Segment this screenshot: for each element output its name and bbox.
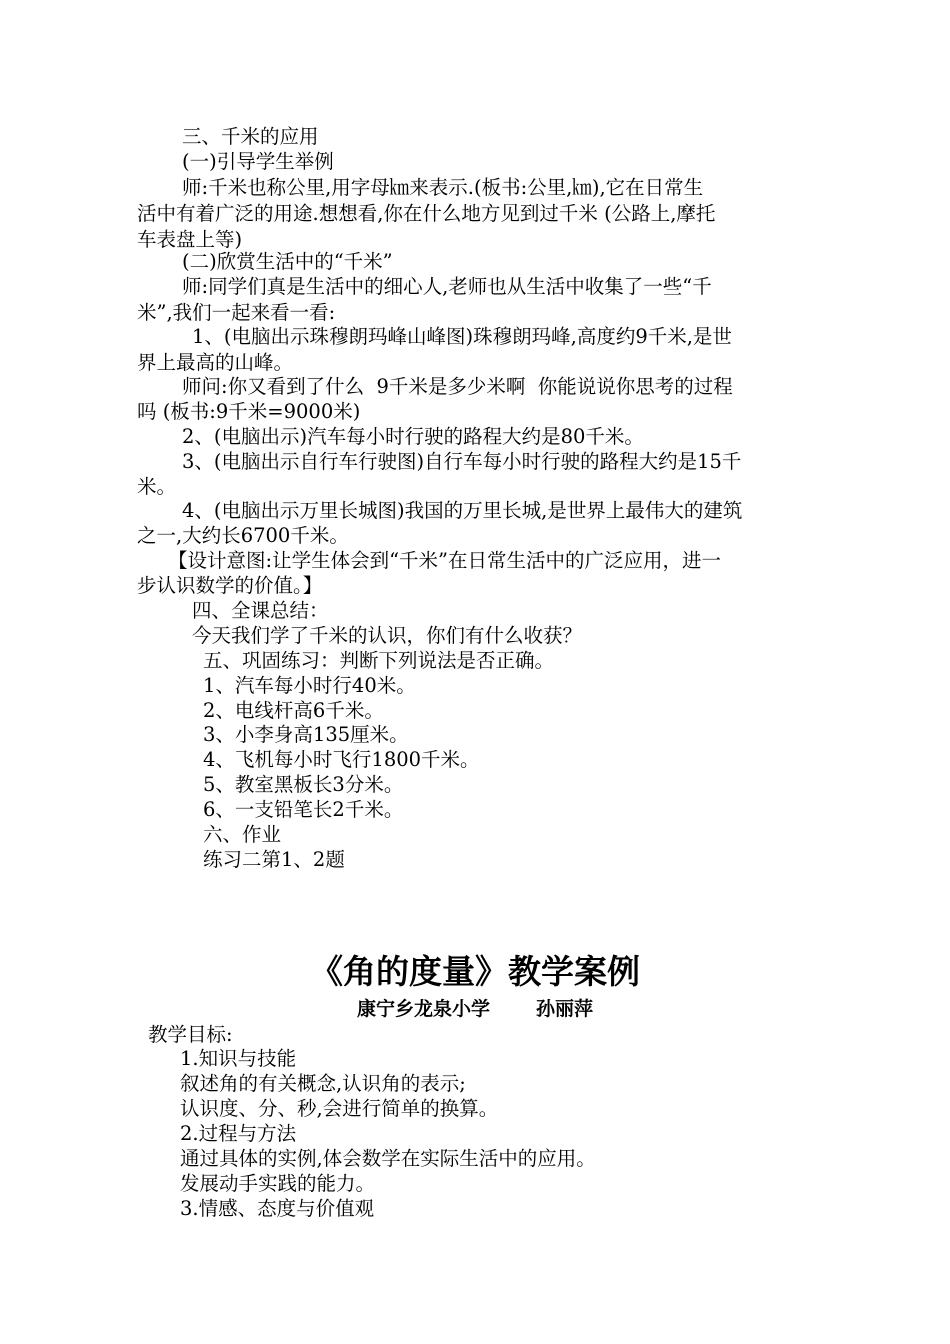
- design-intent-line: 【设计意图:让学生体会到“千米”在日常生活中的广泛应用，进一: [168, 549, 722, 572]
- section-heading: 四、全课总结：: [192, 599, 329, 622]
- goal-heading: 3.情感、态度与价值观: [180, 1197, 375, 1220]
- paragraph-line: 认识度、分、秒,会进行简单的换算。: [180, 1097, 499, 1120]
- section-heading: 三、千米的应用: [182, 125, 319, 148]
- goal-heading: 2.过程与方法: [180, 1122, 297, 1145]
- paragraph-line: 练习二第1、2题: [203, 848, 345, 871]
- paragraph-line: 车表盘上等): [137, 228, 243, 251]
- paragraph-line: 叙述角的有关概念,认识角的表示;: [180, 1072, 466, 1095]
- list-item: 5、教室黑板长3分米。: [203, 773, 404, 796]
- paragraph-line: 米”,我们一起来看一看:: [137, 301, 336, 324]
- paragraph-line: 活中有着广泛的用途.想想看,你在什么地方见到过千米 (公路上,摩托: [137, 202, 716, 225]
- subsection-heading: (一)引导学生举例: [182, 150, 334, 173]
- list-item: 3、小李身高135厘米。: [203, 723, 409, 746]
- section-heading: 五、巩固练习：判断下列说法是否正确。: [203, 649, 555, 672]
- list-item: 1、汽车每小时行40米。: [203, 674, 416, 697]
- goal-heading: 1.知识与技能: [180, 1047, 297, 1070]
- author-name: 孙丽萍: [536, 998, 594, 1020]
- paragraph-line: 吗 (板书:9千米=9000米): [137, 400, 361, 423]
- paragraph-line: 发展动手实践的能力。: [180, 1172, 376, 1195]
- paragraph-line: 1、(电脑出示珠穆朗玛峰山峰图)珠穆朗玛峰,高度约9千米,是世: [192, 325, 732, 348]
- list-item: 2、电线杆高6千米。: [203, 699, 384, 722]
- section-heading: 六、作业: [203, 823, 282, 846]
- subsection-heading: (二)欣赏生活中的“千米”: [182, 250, 393, 273]
- paragraph-line: 之一,大约长6700千米。: [137, 524, 349, 547]
- school-name: 康宁乡龙泉小学: [356, 998, 490, 1020]
- byline: [0, 996, 950, 1022]
- list-item: 4、飞机每小时飞行1800千米。: [203, 748, 480, 771]
- paragraph-line: 师问:你又看到了什么 9千米是多少米啊 你能说说你思考的过程: [182, 375, 733, 398]
- section-heading: 教学目标:: [148, 1023, 233, 1046]
- paragraph-line: 师:同学们真是生活中的细心人,老师也从生活中收集了一些“千: [182, 275, 712, 298]
- case-title: 《角的度量》教学案例: [310, 952, 640, 991]
- paragraph-line: 4、(电脑出示万里长城图)我国的万里长城,是世界上最伟大的建筑: [182, 499, 743, 522]
- paragraph-line: 师:千米也称公里,用字母㎞来表示.(板书:公里,㎞),它在日常生: [182, 176, 704, 199]
- paragraph-line: 3、(电脑出示自行车行驶图)自行车每小时行驶的路程大约是15千: [182, 450, 742, 473]
- list-item: 6、一支铅笔长2千米。: [203, 798, 404, 821]
- paragraph-line: 2、(电脑出示)汽车每小时行驶的路程大约是80千米。: [182, 425, 644, 448]
- paragraph-line: 今天我们学了千米的认识，你们有什么收获？: [192, 624, 583, 647]
- design-intent-line: 步认识数学的价值。】: [137, 574, 323, 597]
- paragraph-line: 通过具体的实例,体会数学在实际生活中的应用。: [180, 1147, 596, 1170]
- paragraph-line: 米。: [137, 475, 177, 498]
- paragraph-line: 界上最高的山峰。: [137, 351, 294, 374]
